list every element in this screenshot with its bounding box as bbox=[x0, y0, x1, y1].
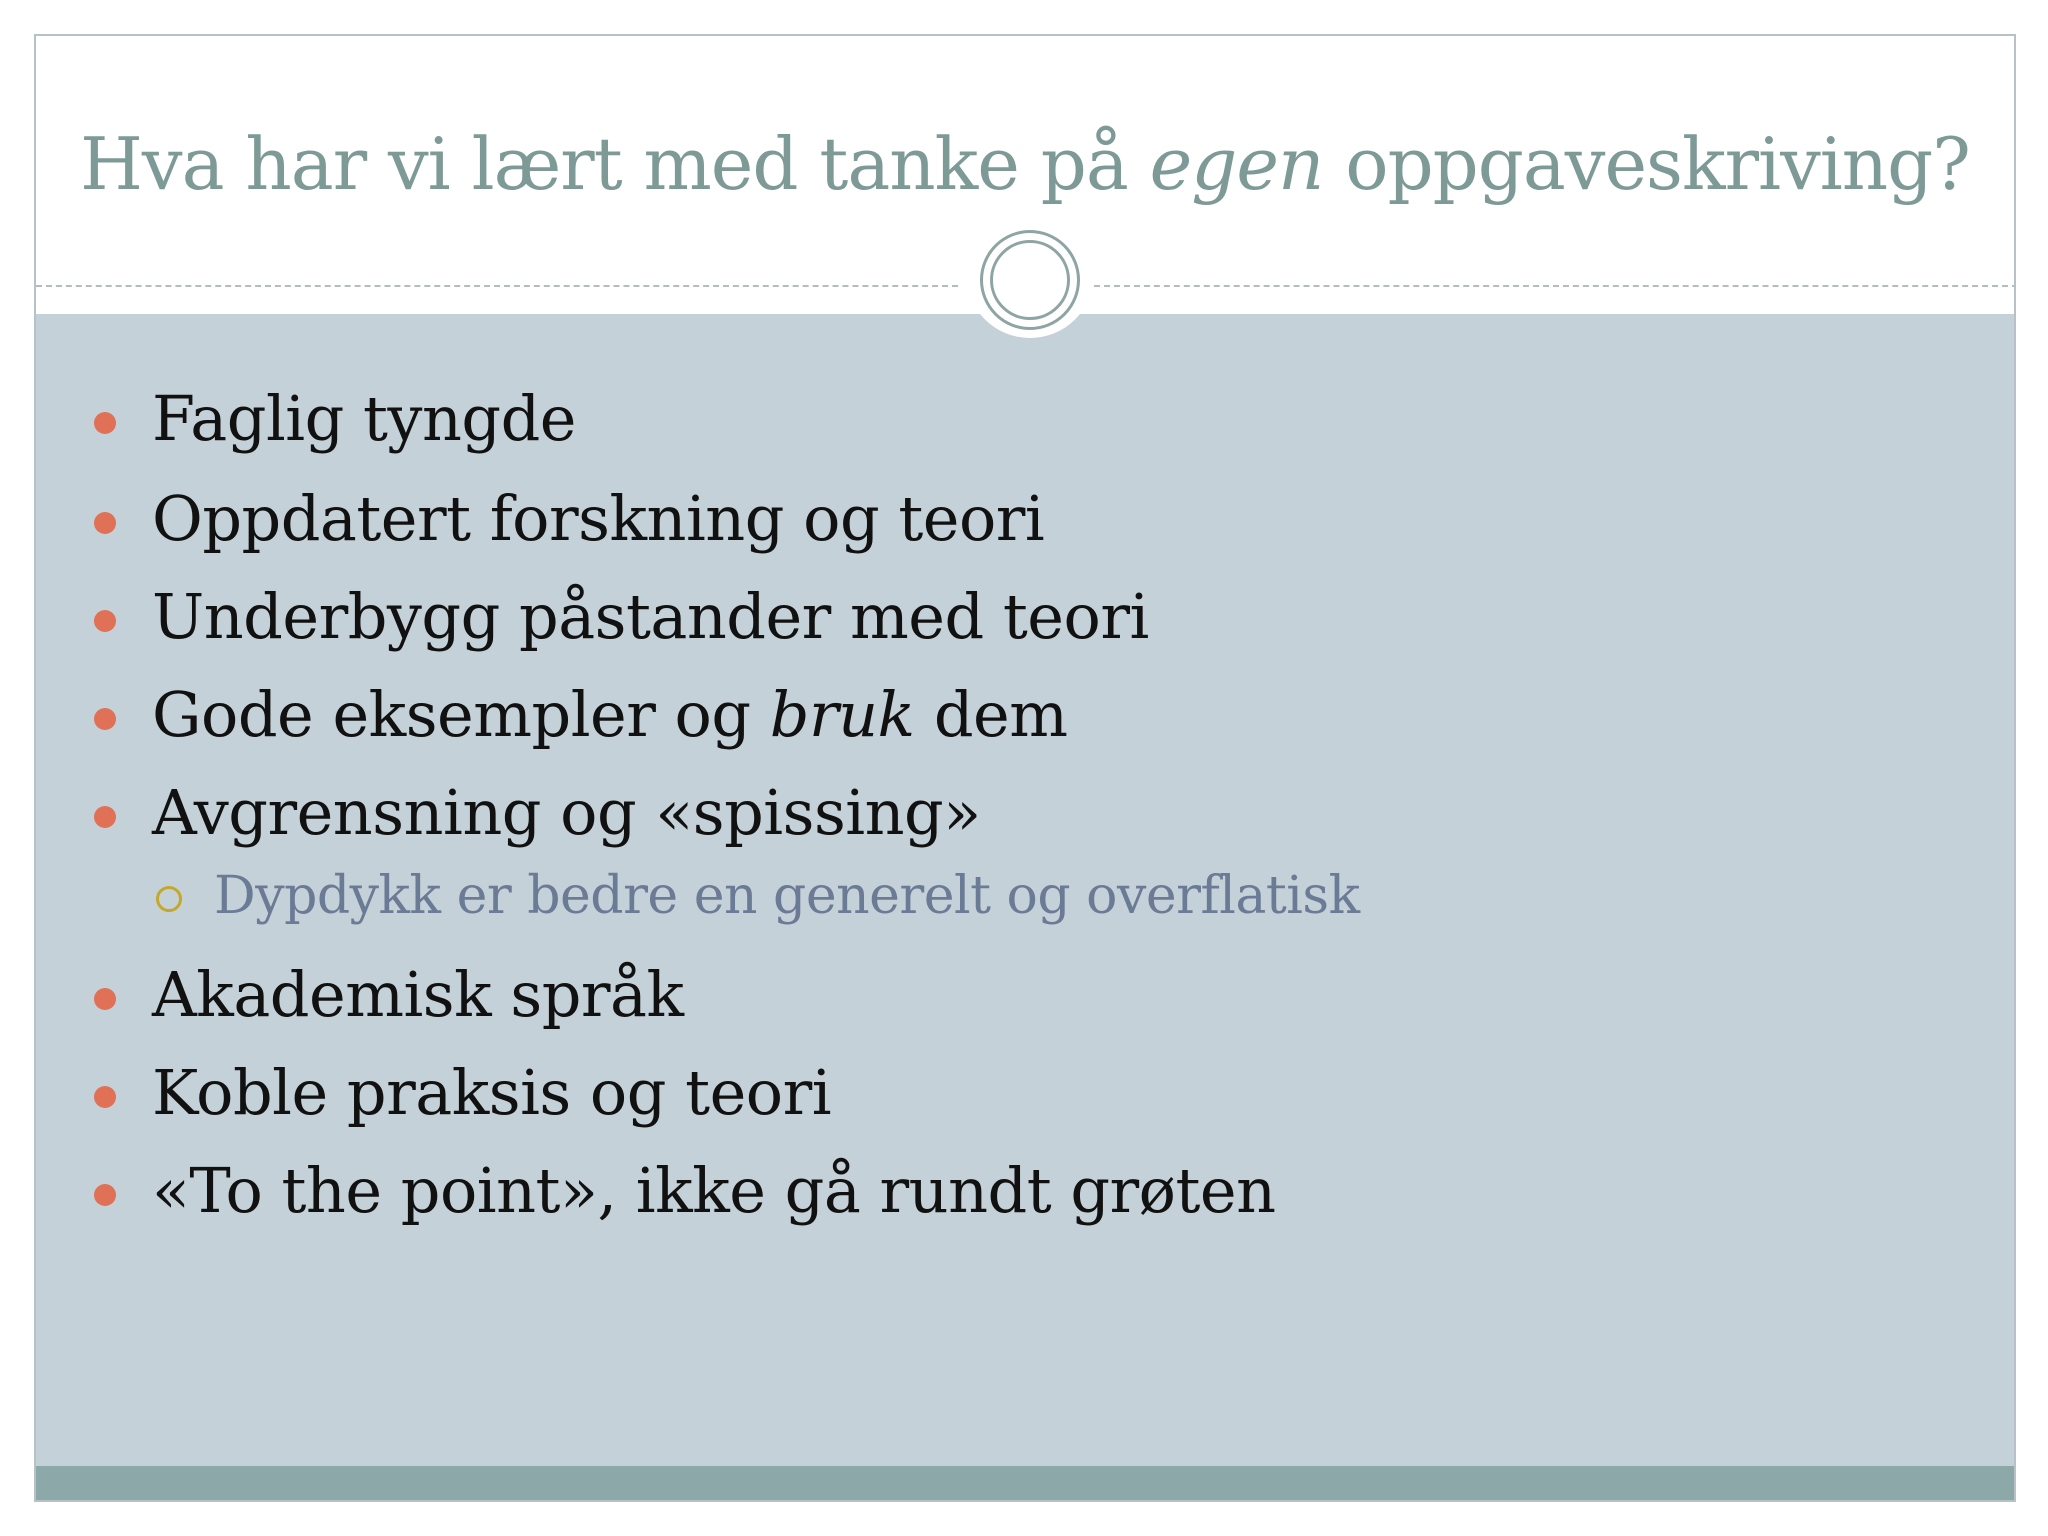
bullet-item bbox=[36, 670, 1936, 760]
slide-title bbox=[36, 122, 2014, 206]
sub-bullet-item bbox=[36, 856, 1936, 936]
double-ring-icon bbox=[980, 230, 1080, 330]
filled-dot-icon bbox=[94, 1086, 116, 1108]
bullet-text: Akademisk språk bbox=[152, 958, 684, 1031]
sub-bullet-text: Dypdykk er bedre en generelt og overflatisk bbox=[214, 866, 1360, 926]
inner-ring bbox=[990, 240, 1070, 320]
filled-dot-icon bbox=[94, 806, 116, 828]
filled-dot-icon bbox=[94, 708, 116, 730]
bullet-text: Faglig tyngde bbox=[152, 382, 576, 455]
bullet-item bbox=[36, 1048, 1936, 1138]
filled-dot-icon bbox=[94, 988, 116, 1010]
bullet-text: Underbygg påstander med teori bbox=[152, 580, 1149, 653]
bullet-list bbox=[36, 314, 2014, 1466]
bullet-item bbox=[36, 1146, 1936, 1236]
divider-left bbox=[36, 285, 958, 287]
filled-dot-icon bbox=[94, 512, 116, 534]
bullet-item bbox=[36, 474, 1936, 564]
slide bbox=[34, 34, 2016, 1502]
bullet-item bbox=[36, 572, 1936, 662]
bullet-text bbox=[152, 670, 1068, 760]
bullet-text-italic: bruk bbox=[769, 678, 915, 751]
bullet-item bbox=[36, 950, 1936, 1040]
hollow-circle-icon bbox=[156, 886, 182, 912]
footer-band bbox=[36, 1466, 2014, 1502]
filled-dot-icon bbox=[94, 1184, 116, 1206]
content-area bbox=[36, 314, 2014, 1466]
bullet-text: Oppdatert forskning og teori bbox=[152, 482, 1045, 555]
bullet-text: «To the point», ikke gå rundt grøten bbox=[152, 1154, 1276, 1227]
filled-dot-icon bbox=[94, 610, 116, 632]
bullet-item bbox=[36, 374, 1936, 464]
bullet-text: Koble praksis og teori bbox=[152, 1056, 832, 1129]
bullet-text-before: Gode eksempler og bbox=[152, 678, 770, 751]
title-italic: egen bbox=[1149, 122, 1324, 206]
bullet-text-after: dem bbox=[914, 678, 1068, 751]
title-part2: oppgaveskriving? bbox=[1323, 122, 1970, 206]
title-part1: Hva har vi lært med tanke på bbox=[80, 122, 1150, 206]
filled-dot-icon bbox=[94, 412, 116, 434]
bullet-item bbox=[36, 768, 1936, 858]
divider-right bbox=[1094, 285, 2016, 287]
bullet-text: Avgrensning og «spissing» bbox=[152, 776, 981, 849]
